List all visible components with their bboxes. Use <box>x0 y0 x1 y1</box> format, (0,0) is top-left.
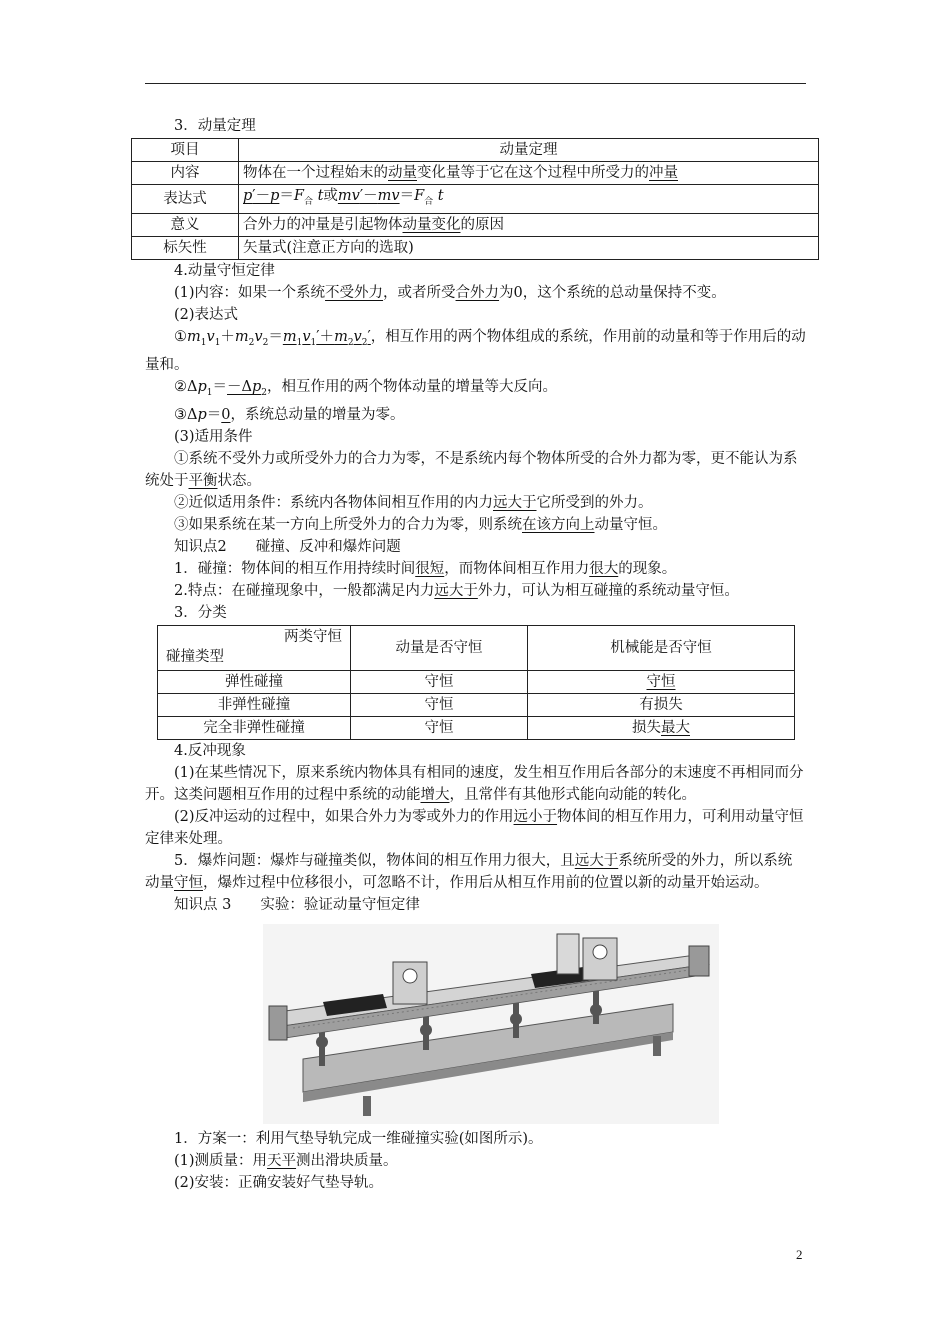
table-row-label: 内容 <box>132 162 239 185</box>
table-row-label: 意义 <box>132 213 239 236</box>
table-row-label: 表达式 <box>132 185 239 214</box>
paragraph: 3．分类 <box>174 604 227 621</box>
table-cell: 弹性碰撞 <box>158 670 351 693</box>
header-rule <box>145 83 806 84</box>
page-number: 2 <box>796 1247 803 1262</box>
section-title: 3．动量定理 <box>174 118 256 134</box>
paragraph: (2)安装：正确安装好气垫导轨。 <box>174 1174 384 1191</box>
paragraph: (3)适用条件 <box>174 428 253 445</box>
table-cell: 物体在一个过程始末的动量变化量等于它在这个过程中所受力的冲量 <box>239 162 819 185</box>
table-cell: 非弹性碰撞 <box>158 693 351 716</box>
table-header-cell: 动量定理 <box>239 139 819 162</box>
paragraph: ③如果系统在某一方向上所受外力的合力为零，则系统在该方向上动量守恒。 <box>174 516 667 533</box>
table-row-label: 标矢性 <box>132 236 239 259</box>
paragraph: (2)表达式 <box>174 306 239 323</box>
table-cell: $p'-p=F_合$ t或$mv'-mv=F_合$ t <box>239 185 819 214</box>
document-body <box>145 115 806 1194</box>
paragraph: $①m_1v_1+m_2v_2=m_1v_1'+m_2v_2'$，相互作用的两个物体组成的系统，作用前的动量和等于作用后的动量和。 <box>145 328 806 373</box>
table-header-cell: 项目 <box>132 139 239 162</box>
paragraph: 1．方案一：利用气垫导轨完成一维碰撞实验(如图所示)。 <box>174 1130 543 1147</box>
paragraph: 5．爆炸问题：爆炸与碰撞类似，物体间的相互作用力很大，且远大于系统所受的外力，所以系统动量守恒，爆炸过程中位移很小，可忽略不计，作用后从相互作用前的位置以新的动量开始运动。 <box>145 852 793 891</box>
paragraph: (2)反冲运动的过程中，如果合外力为零或外力的作用远小于物体间的相互作用力，可利用动量守恒定律来处理。 <box>145 808 804 847</box>
paragraph: (1)在某些情况下，原来系统内物体具有相同的速度，发生相互作用后各部分的末速度不再相同而分开。这类问题相互作用的过程中系统的动能增大，且常伴有其他形式能向动能的转化。 <box>145 764 804 803</box>
knowledge-point-title: 知识点2 碰撞、反冲和爆炸问题 <box>174 538 401 555</box>
momentum-theorem-table <box>131 138 819 260</box>
paragraph: ②近似适用条件：系统内各物体间相互作用的内力远大于它所受到的外力。 <box>174 494 653 511</box>
table-header-cell: 动量是否守恒 <box>351 625 528 670</box>
table-cell: 损失最大 <box>528 716 795 739</box>
paragraph: 1．碰撞：物体间的相互作用持续时间很短，而物体间相互作用力很大的现象。 <box>174 560 677 577</box>
table-cell: 有损失 <box>528 693 795 716</box>
paragraph: ③Δp＝0，系统总动量的增量为零。 <box>174 406 405 423</box>
paragraph: ①系统不受外力或所受外力的合力为零，不是系统内每个物体所受的合外力都为零，更不能认为系统处于平衡状态。 <box>145 450 798 489</box>
table-cell: 守恒 <box>351 693 528 716</box>
collision-classification-table <box>157 625 795 740</box>
knowledge-point-title: 知识点 3 实验：验证动量守恒定律 <box>174 896 420 913</box>
section-title: 4.反冲现象 <box>174 742 246 759</box>
table-cell: 完全非弹性碰撞 <box>158 716 351 739</box>
paragraph: $②\Delta p_1=-\Delta p_2$，相互作用的两个物体动量的增量等大反向。 <box>174 378 558 398</box>
table-corner-cell: 两类守恒 碰撞类型 <box>158 625 351 670</box>
table-cell: 守恒 <box>528 670 795 693</box>
table-cell: 合外力的冲量是引起物体动量变化的原因 <box>239 213 819 236</box>
section-title: 4.动量守恒定律 <box>174 262 275 279</box>
table-cell: 矢量式(注意正方向的选取) <box>239 236 819 259</box>
paragraph: 2.特点：在碰撞现象中，一般都满足内力远大于外力，可认为相互碰撞的系统动量守恒。 <box>174 582 739 599</box>
paragraph: (1)测质量：用天平测出滑块质量。 <box>174 1152 398 1169</box>
paragraph: (1)内容：如果一个系统不受外力，或者所受合外力为0，这个系统的总动量保持不变。 <box>174 284 726 301</box>
table-header-cell: 机械能是否守恒 <box>528 625 795 670</box>
table-cell: 守恒 <box>351 716 528 739</box>
table-cell: 守恒 <box>351 670 528 693</box>
air-track-photo <box>263 924 719 1124</box>
